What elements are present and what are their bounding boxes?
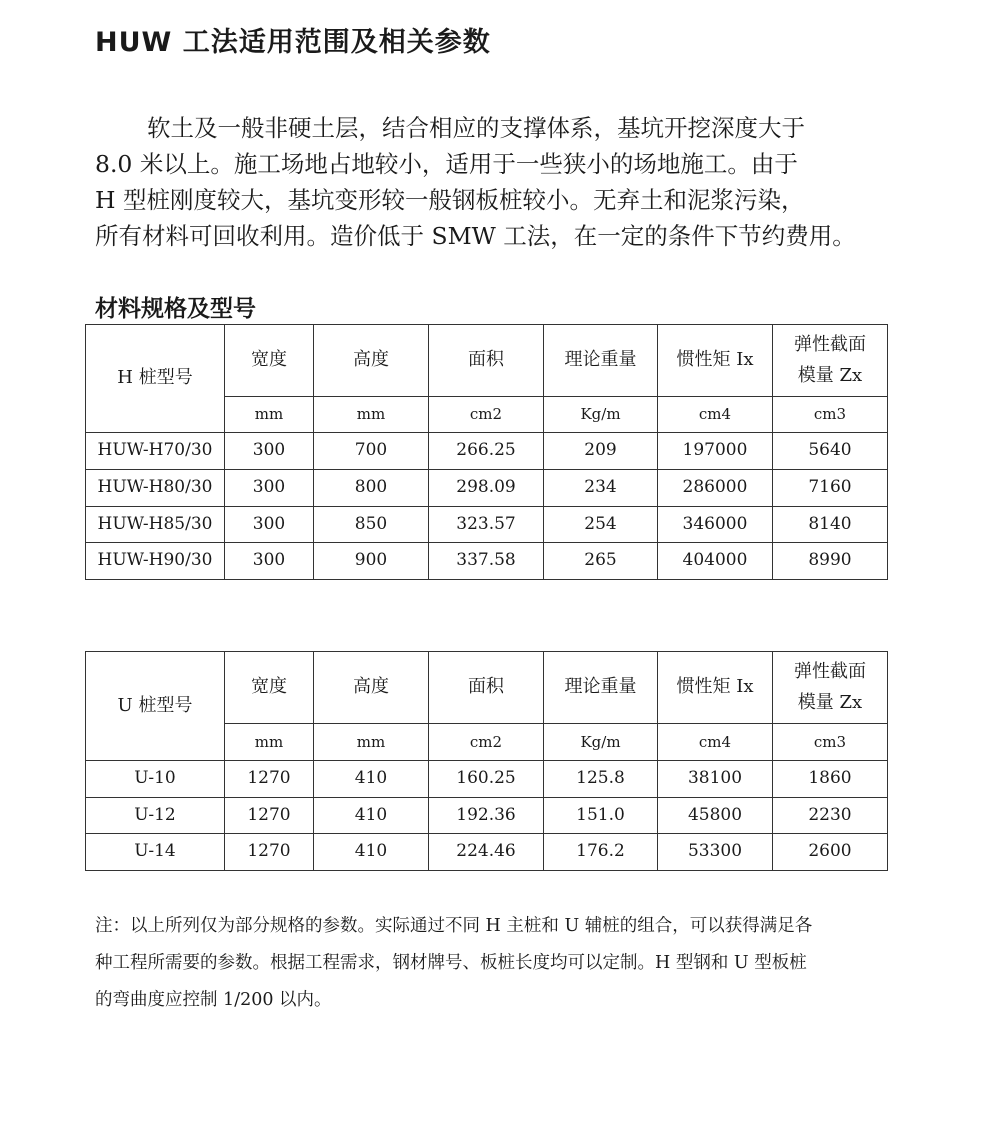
paragraph-line: 8.0 米以上。施工场地占地较小，适用于一些狭小的场地施工。由于 (95, 150, 798, 178)
unit-cell: mm (314, 724, 429, 761)
header-inertia: 惯性矩 Ix (658, 325, 773, 397)
unit-cell: mm (225, 724, 314, 761)
header-area: 面积 (429, 325, 544, 397)
table-row (86, 507, 888, 543)
cell-model: HUW-H70/30 (86, 433, 225, 470)
cell-model: U-10 (86, 761, 225, 798)
cell-model: U-14 (86, 834, 225, 871)
table-row (86, 543, 888, 580)
header-modulus-line2: 模量 Zx (797, 691, 863, 713)
cell-modulus: 2600 (773, 834, 888, 871)
type-header: H 桩型号 (86, 325, 225, 433)
cell-height: 900 (314, 543, 429, 580)
footnote-line: 的弯曲度应控制 1/200 以内。 (95, 990, 332, 1010)
footnote (95, 908, 895, 1019)
unit-cell: mm (314, 397, 429, 433)
cell-inertia: 404000 (658, 543, 773, 580)
cell-area: 192.36 (429, 798, 544, 834)
cell-weight: 265 (544, 543, 658, 580)
cell-inertia: 197000 (658, 433, 773, 470)
cell-height: 410 (314, 798, 429, 834)
cell-model: HUW-H90/30 (86, 543, 225, 580)
cell-area: 323.57 (429, 507, 544, 543)
header-modulus-line1: 弹性截面 (794, 661, 866, 682)
header-modulus-line2: 模量 Zx (797, 364, 863, 386)
header-modulus (773, 325, 888, 397)
h-pile-table (85, 324, 888, 580)
cell-inertia: 38100 (658, 761, 773, 798)
cell-inertia: 45800 (658, 798, 773, 834)
header-area: 面积 (429, 652, 544, 724)
cell-modulus: 1860 (773, 761, 888, 798)
section-label: 材料规格及型号 (95, 295, 256, 322)
unit-cell: cm4 (658, 724, 773, 761)
header-weight: 理论重量 (544, 325, 658, 397)
cell-width: 300 (225, 543, 314, 580)
cell-modulus: 7160 (773, 470, 888, 507)
unit-cell: mm (225, 397, 314, 433)
header-inertia: 惯性矩 Ix (658, 652, 773, 724)
paragraph-line: 软土及一般非硬土层，结合相应的支撑体系，基坑开挖深度大于 (147, 114, 805, 142)
table-header-row (86, 325, 888, 397)
header-width: 宽度 (225, 652, 314, 724)
cell-weight: 176.2 (544, 834, 658, 871)
cell-modulus: 2230 (773, 798, 888, 834)
header-width: 宽度 (225, 325, 314, 397)
cell-width: 1270 (225, 761, 314, 798)
cell-weight: 254 (544, 507, 658, 543)
paragraph-line: 所有材料可回收利用。造价低于 SMW 工法，在一定的条件下节约费用。 (95, 222, 856, 250)
paragraph-line: H 型桩刚度较大，基坑变形较一般钢板桩较小。无弃土和泥浆污染， (95, 186, 805, 214)
cell-weight: 234 (544, 470, 658, 507)
cell-model: HUW-H85/30 (86, 507, 225, 543)
table-header-row (86, 652, 888, 724)
cell-weight: 151.0 (544, 798, 658, 834)
cell-model: U-12 (86, 798, 225, 834)
intro-paragraph (95, 110, 895, 254)
cell-width: 300 (225, 470, 314, 507)
unit-cell: cm2 (429, 397, 544, 433)
header-weight: 理论重量 (544, 652, 658, 724)
table-row (86, 433, 888, 470)
cell-width: 1270 (225, 798, 314, 834)
table-row (86, 834, 888, 871)
cell-area: 337.58 (429, 543, 544, 580)
cell-width: 300 (225, 507, 314, 543)
cell-weight: 125.8 (544, 761, 658, 798)
footnote-line: 种工程所需要的参数。根据工程需求，钢材牌号、板桩长度均可以定制。H 型钢和 U 型板桩 (95, 953, 807, 973)
cell-width: 300 (225, 433, 314, 470)
cell-height: 700 (314, 433, 429, 470)
header-modulus-line1: 弹性截面 (794, 334, 866, 355)
cell-inertia: 346000 (658, 507, 773, 543)
header-height: 高度 (314, 652, 429, 724)
unit-cell: Kg/m (544, 397, 658, 433)
cell-area: 298.09 (429, 470, 544, 507)
unit-cell: cm4 (658, 397, 773, 433)
u-pile-table (85, 651, 888, 871)
cell-weight: 209 (544, 433, 658, 470)
cell-area: 266.25 (429, 433, 544, 470)
cell-height: 800 (314, 470, 429, 507)
header-height: 高度 (314, 325, 429, 397)
table-row (86, 798, 888, 834)
unit-cell: cm3 (773, 397, 888, 433)
cell-area: 160.25 (429, 761, 544, 798)
cell-modulus: 8990 (773, 543, 888, 580)
cell-modulus: 5640 (773, 433, 888, 470)
cell-height: 850 (314, 507, 429, 543)
cell-inertia: 286000 (658, 470, 773, 507)
page-title: HUW 工法适用范围及相关参数 (95, 27, 491, 58)
cell-width: 1270 (225, 834, 314, 871)
unit-cell: cm3 (773, 724, 888, 761)
table-row (86, 470, 888, 507)
table-row (86, 761, 888, 798)
unit-cell: Kg/m (544, 724, 658, 761)
cell-area: 224.46 (429, 834, 544, 871)
cell-inertia: 53300 (658, 834, 773, 871)
cell-modulus: 8140 (773, 507, 888, 543)
cell-height: 410 (314, 761, 429, 798)
header-modulus (773, 652, 888, 724)
footnote-line: 注：以上所列仅为部分规格的参数。实际通过不同 H 主桩和 U 辅桩的组合，可以获得满足各 (95, 916, 813, 936)
type-header: U 桩型号 (86, 652, 225, 761)
cell-model: HUW-H80/30 (86, 470, 225, 507)
cell-height: 410 (314, 834, 429, 871)
unit-cell: cm2 (429, 724, 544, 761)
